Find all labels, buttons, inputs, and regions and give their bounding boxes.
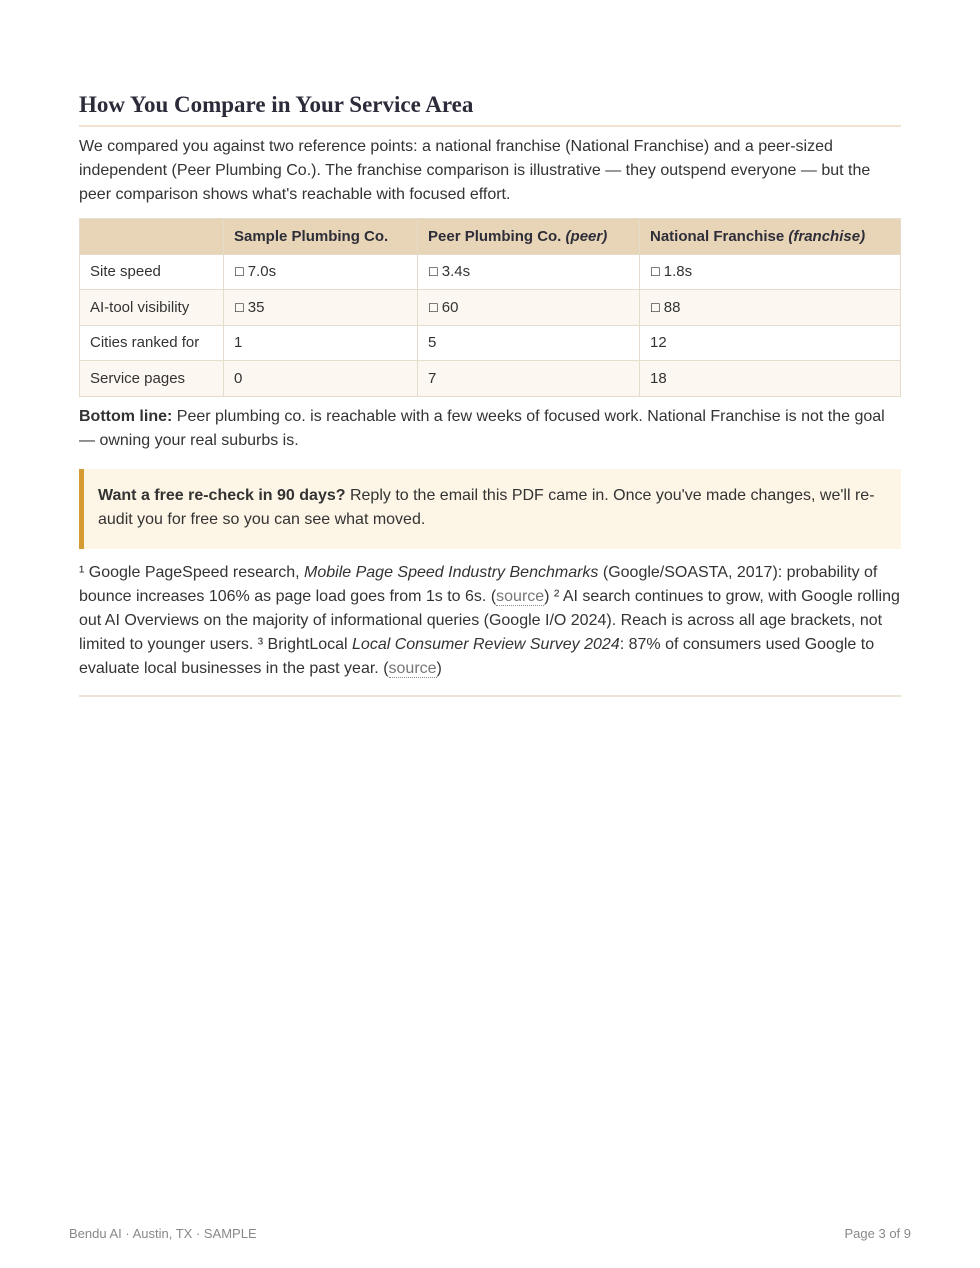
header-metric [80, 219, 224, 255]
cell-value: 35 [247, 298, 265, 316]
table-row [80, 361, 901, 397]
footnote-3-source-link[interactable]: source [388, 659, 437, 677]
footnote-1-source-link[interactable]: source [496, 587, 545, 605]
row-metric: Cities ranked for [80, 325, 224, 361]
page-content [79, 92, 901, 697]
footnote-1-pre: ¹ Google PageSpeed research, [79, 563, 305, 581]
bottom-line [79, 405, 901, 453]
cell-you: 0 [224, 361, 418, 397]
footnote-3-post: : 87% of consumers used Google to evaluate local businesses in the past year. ( [79, 635, 875, 677]
header-peer [418, 219, 640, 255]
cell-you [224, 254, 418, 290]
bottom-line-text: Peer plumbing co. is reachable with a few weeks of focused work. National Franchise is not the goal — owning your real suburbs is. [79, 407, 885, 449]
cell-value: 1.8s [663, 263, 693, 281]
cell-peer: 7 [418, 361, 640, 397]
bottom-line-label: Bottom line: [79, 407, 173, 425]
section-title: How You Compare in Your Service Area [79, 92, 901, 127]
footnotes [79, 561, 901, 697]
footnote-3-title: Local Consumer Review Survey 2024 [352, 635, 620, 653]
header-peer-label: Peer Plumbing Co. [428, 227, 562, 245]
footnote-3-pre: ³ BrightLocal [253, 635, 353, 653]
header-franchise [640, 219, 901, 255]
table-header-row [80, 219, 901, 255]
cell-franchise: 18 [640, 361, 901, 397]
table-row [80, 290, 901, 326]
row-metric: Site speed [80, 254, 224, 290]
callout-label: Want a free re-check in 90 days? [98, 486, 346, 504]
footnote-1-title: Mobile Page Speed Industry Benchmarks [304, 563, 599, 581]
cell-you: 1 [224, 325, 418, 361]
recheck-callout [79, 469, 901, 549]
callout-text: Reply to the email this PDF came in. Once you've made changes, we'll re-audit you for free so you can see what moved. [98, 486, 875, 528]
status-box-icon: ☐ [428, 265, 439, 280]
status-box-icon: ☐ [428, 300, 439, 315]
footnote-2: ² AI search continues to grow, with Google rolling out AI Overviews on the majority of informational queries (Google I/O 2024). Reach is across all age brackets, not limited to younger users. [79, 587, 900, 653]
footer-page-number: Page 3 of 9 [844, 1226, 911, 1241]
status-box-icon: ☐ [650, 265, 661, 280]
table-row [80, 325, 901, 361]
intro-paragraph: We compared you against two reference points: a national franchise (National Franchise) and a peer-sized independent (Peer Plumbing Co.). The franchise comparison is illustrative — they outspend everyone — but the peer comparison shows what's reachable with focused effort. [79, 138, 871, 203]
cell-franchise [640, 254, 901, 290]
cell-peer: 5 [418, 325, 640, 361]
cell-peer [418, 254, 640, 290]
header-you-label: Sample Plumbing Co. [234, 227, 389, 245]
header-peer-tag: (peer) [565, 227, 608, 245]
header-franchise-label: National Franchise [650, 227, 785, 245]
cell-value: 3.4s [441, 263, 471, 281]
status-box-icon: ☐ [650, 300, 661, 315]
header-franchise-tag: (franchise) [788, 227, 866, 245]
cell-value: 60 [441, 298, 459, 316]
footnote-1-post: (Google/SOASTA, 2017): probability of bounce increases 106% as page load goes from 1s to 6s. ( [79, 563, 878, 605]
row-metric: AI-tool visibility [80, 290, 224, 326]
footer-brand: Bendu AI · Austin, TX · SAMPLE [69, 1226, 257, 1241]
status-box-icon: ☐ [234, 300, 245, 315]
row-metric: Service pages [80, 361, 224, 397]
status-box-icon: ☐ [234, 265, 245, 280]
cell-you [224, 290, 418, 326]
footnote-1-close: ) [544, 587, 550, 605]
cell-franchise: 12 [640, 325, 901, 361]
cell-value: 7.0s [247, 263, 277, 281]
cell-franchise [640, 290, 901, 326]
table-row [80, 254, 901, 290]
footnote-3-close: ) [436, 659, 442, 677]
comparison-table [79, 218, 901, 397]
cell-value: 88 [663, 298, 681, 316]
header-you [224, 219, 418, 255]
cell-peer [418, 290, 640, 326]
